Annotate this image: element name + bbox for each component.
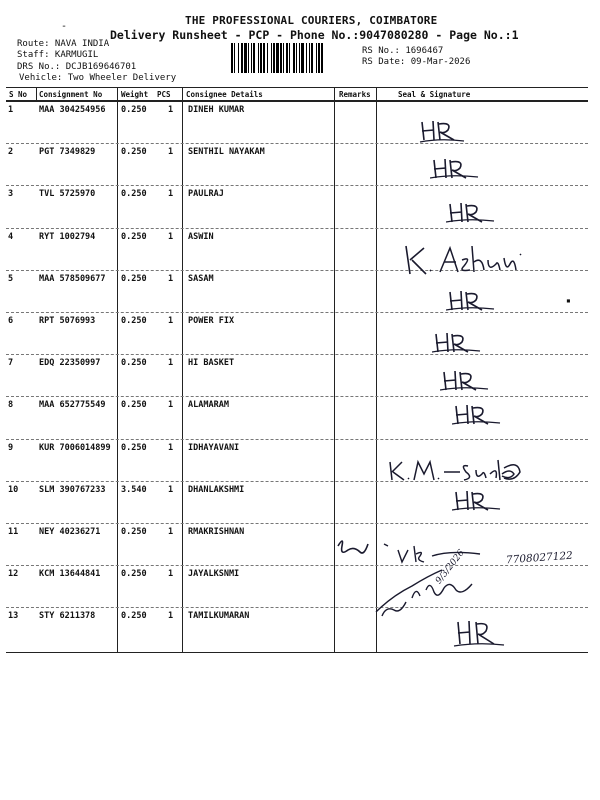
- row-sno: 13: [8, 611, 19, 622]
- col-seal-signature: Seal & Signature: [398, 90, 471, 99]
- row-consignment-no: RYT 1002794: [39, 231, 96, 242]
- hr-stamp-signature: [418, 118, 468, 144]
- row-pcs: 1: [168, 147, 174, 158]
- row-consignee: SASAM: [188, 273, 214, 284]
- row-weight: 0.250: [121, 442, 147, 453]
- row-pcs: 1: [168, 400, 174, 411]
- row-sno: 4: [8, 231, 14, 242]
- row-separator: [6, 185, 588, 186]
- hr-stamp-signature: [446, 200, 496, 226]
- row-sno: 1: [8, 105, 14, 115]
- row-pcs: 1: [168, 358, 174, 369]
- row-pcs: 1: [168, 231, 174, 242]
- table-row: [0, 608, 600, 650]
- row-sno: 10: [8, 484, 19, 495]
- row-weight: 0.250: [121, 273, 147, 284]
- col-weight: Weight: [121, 90, 149, 99]
- col-consignment: Consignment No: [39, 90, 103, 99]
- route-label: Route: NAVA INDIA: [17, 39, 110, 49]
- row-sno: 7: [8, 358, 14, 369]
- table-bottom-border: [6, 652, 588, 653]
- row-sno: 5: [8, 273, 14, 284]
- row-pcs: 1: [168, 273, 174, 284]
- row-sno: 6: [8, 316, 14, 326]
- row-consignment-no: RPT 5076993: [39, 316, 96, 326]
- phone-handwritten-note: 7708027122: [505, 549, 574, 567]
- table-top-border: [6, 87, 588, 88]
- table-row: [0, 313, 600, 355]
- staff-label: Staff: KARMUGIL: [17, 50, 99, 60]
- row-consignment-no: KCM 13644841: [39, 569, 101, 580]
- row-sno: 12: [8, 569, 19, 580]
- row-pcs: 1: [168, 527, 174, 537]
- table-row: [0, 397, 600, 439]
- row-weight: 0.250: [121, 611, 147, 622]
- row-sno: 2: [8, 147, 14, 158]
- hr-stamp-signature: [452, 402, 502, 428]
- row-sno: 9: [8, 442, 14, 453]
- col-remarks: Remarks: [339, 90, 371, 99]
- row-weight: 0.250: [121, 569, 147, 580]
- row-separator: [6, 312, 588, 313]
- row-pcs: 1: [168, 189, 174, 200]
- company-title: THE PROFESSIONAL COURIERS, COIMBATORE: [185, 14, 438, 27]
- table-row: [0, 144, 600, 186]
- row-consignee: IDHAYAVANI: [188, 442, 240, 453]
- row-consignment-no: SLM 390767233: [39, 484, 106, 495]
- row-consignment-no: MAA 578509677: [39, 273, 106, 284]
- sudesh-handwritten-signature: [384, 456, 524, 484]
- row-weight: 0.250: [121, 358, 147, 369]
- barcode: [230, 43, 358, 73]
- runsheet-subtitle: Delivery Runsheet - PCP - Phone No.:9047080280 - Page No.:1: [110, 28, 519, 42]
- row-separator: [6, 523, 588, 524]
- row-consignee: ASWIN: [188, 231, 214, 242]
- scrawled-date-signature: [372, 566, 482, 622]
- row-weight: 0.250: [121, 231, 147, 242]
- table-row: [0, 482, 600, 524]
- row-consignee: DINEH KUMAR: [188, 105, 245, 115]
- row-pcs: 1: [168, 484, 174, 495]
- rs-number: RS No.: 1696467: [362, 46, 444, 56]
- row-separator: [6, 354, 588, 355]
- row-consignee: JAYALKSNMI: [188, 569, 240, 580]
- row-separator: [6, 607, 588, 608]
- row-consignment-no: MAA 304254956: [39, 105, 106, 115]
- col-pcs: PCS: [157, 90, 171, 99]
- table-row: [0, 566, 600, 608]
- row-weight: 0.250: [121, 527, 147, 537]
- header-mark: -: [61, 21, 68, 32]
- row-consignee: TAMILKUMARAN: [188, 611, 250, 622]
- row-pcs: 1: [168, 611, 174, 622]
- row-weight: 0.250: [121, 189, 147, 200]
- hr-stamp-signature: [452, 618, 508, 650]
- row-consignment-no: STY 6211378: [39, 611, 96, 622]
- vehicle-label: Vehicle: Two Wheeler Delivery: [19, 73, 177, 83]
- row-sno: 3: [8, 189, 14, 200]
- row-consignee: ALAMARAM: [188, 400, 229, 411]
- row-consignee: SENTHIL NAYAKAM: [188, 147, 265, 158]
- row-consignee: PAULRAJ: [188, 189, 224, 200]
- row-pcs: 1: [168, 442, 174, 453]
- col-divider: [36, 88, 37, 100]
- row-consignee: DHANLAKSHMI: [188, 484, 245, 495]
- rs-date: RS Date: 09-Mar-2026: [362, 57, 471, 67]
- row-consignee: HI BASKET: [188, 358, 235, 369]
- col-sno: S No: [9, 90, 28, 99]
- row-consignee: RMAKRISHNAN: [188, 527, 245, 537]
- row-consignment-no: TVL 5725970: [39, 189, 96, 200]
- row-sno: 11: [8, 527, 19, 537]
- row-weight: 0.250: [121, 147, 147, 158]
- hr-stamp-signature: [446, 288, 496, 314]
- row-weight: 3.540: [121, 484, 147, 495]
- hr-stamp-signature: [432, 330, 482, 356]
- row-consignment-no: KUR 7006014899: [39, 442, 111, 453]
- row-consignment-no: NEY 40236271: [39, 527, 101, 537]
- row-pcs: 1: [168, 105, 174, 115]
- drs-number: DRS No.: DCJB169646701: [17, 62, 137, 72]
- row-consignment-no: PGT 7349829: [39, 147, 96, 158]
- hr-stamp-signature: [452, 488, 502, 514]
- tick-mark-scribble: [336, 532, 372, 562]
- row-sno: 8: [8, 400, 14, 411]
- row-pcs: 1: [168, 569, 174, 580]
- row-separator: [6, 228, 588, 229]
- row-consignee: POWER FIX: [188, 316, 235, 326]
- rk-handwritten-signature: [380, 540, 500, 566]
- row-weight: 0.250: [121, 105, 147, 115]
- row-separator: [6, 143, 588, 144]
- row-separator: [6, 439, 588, 440]
- table-row: [0, 102, 600, 144]
- col-consignee: Consignee Details: [186, 90, 263, 99]
- row-consignment-no: EDQ 22350997: [39, 358, 101, 369]
- hr-stamp-signature: [430, 156, 480, 182]
- row-separator: [6, 565, 588, 566]
- table-row: [0, 355, 600, 397]
- row-pcs: 1: [168, 316, 174, 326]
- row-separator: [6, 396, 588, 397]
- row-weight: 0.250: [121, 400, 147, 411]
- date-handwritten-note: 9/3/2026: [434, 548, 467, 587]
- table-row: [0, 186, 600, 228]
- ashmi-handwritten-signature: [400, 242, 530, 278]
- hr-stamp-signature: [440, 368, 490, 394]
- row-weight: 0.250: [121, 316, 147, 326]
- scan-speck: ▪: [566, 296, 571, 305]
- row-consignment-no: MAA 652775549: [39, 400, 106, 411]
